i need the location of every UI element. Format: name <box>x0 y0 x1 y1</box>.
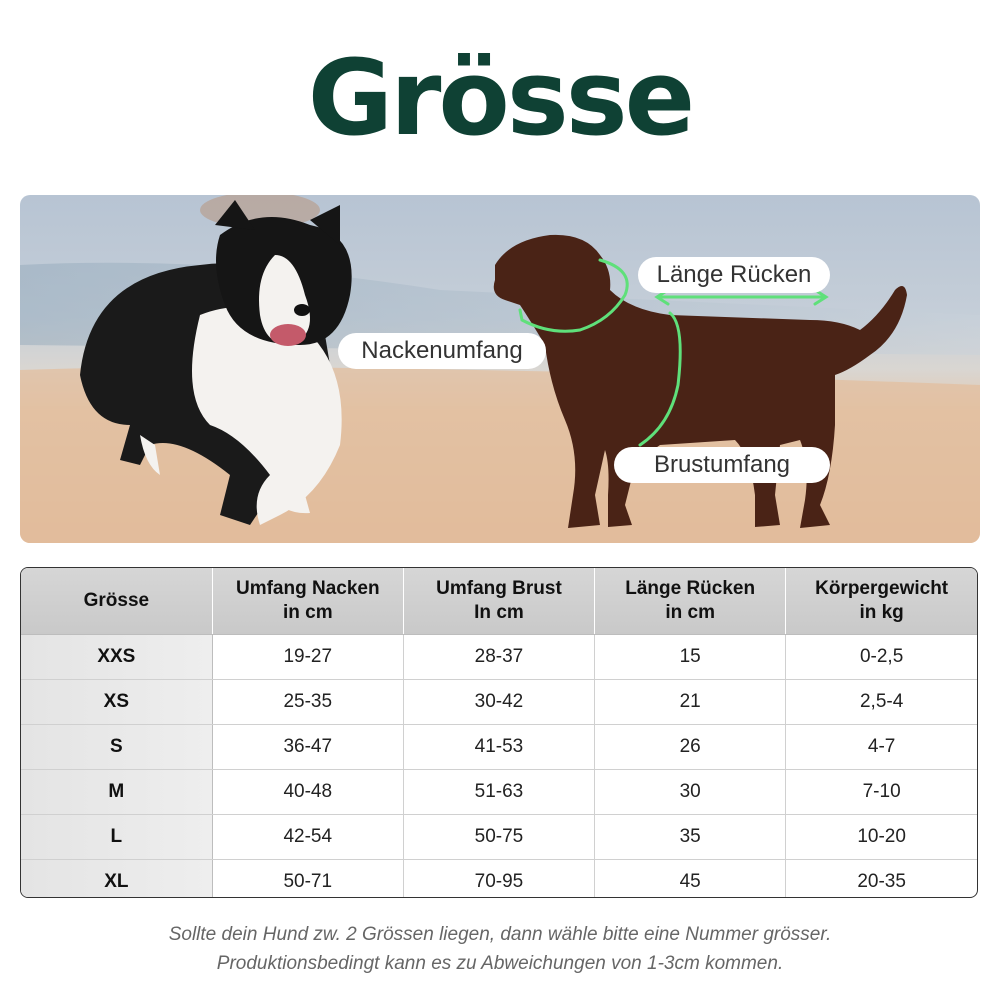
header-neck-line1: Umfang Nacken <box>235 578 380 599</box>
weight-cell: 2,5-4 <box>786 680 977 725</box>
neck-cell: 42-54 <box>212 815 403 860</box>
size-cell: M <box>21 770 212 815</box>
size-cell: S <box>21 725 212 770</box>
header-back-line2: in cm <box>665 602 715 623</box>
hero-banner <box>20 195 980 543</box>
table-header-row <box>21 568 977 635</box>
label-neck: Nackenumfang <box>338 333 546 369</box>
label-back-length: Länge Rücken <box>638 257 830 293</box>
back-cell: 35 <box>595 815 786 860</box>
weight-cell: 7-10 <box>786 770 977 815</box>
label-chest: Brustumfang <box>614 447 830 483</box>
header-neck <box>212 568 403 635</box>
size-table-container <box>20 567 978 898</box>
neck-cell: 36-47 <box>212 725 403 770</box>
header-weight-line1: Körpergewicht <box>815 578 949 599</box>
header-back <box>595 568 786 635</box>
chest-cell: 28-37 <box>403 635 594 680</box>
back-cell: 26 <box>595 725 786 770</box>
size-cell: XL <box>21 860 212 899</box>
header-size <box>21 568 212 635</box>
header-chest <box>403 568 594 635</box>
size-table <box>21 568 977 898</box>
table-row <box>21 860 977 899</box>
header-size-line1: Grösse <box>83 590 150 611</box>
back-cell: 45 <box>595 860 786 899</box>
neck-cell: 25-35 <box>212 680 403 725</box>
neck-cell: 50-71 <box>212 860 403 899</box>
chest-cell: 51-63 <box>403 770 594 815</box>
header-chest-line1: Umfang Brust <box>436 578 562 599</box>
weight-cell: 4-7 <box>786 725 977 770</box>
weight-cell: 10-20 <box>786 815 977 860</box>
weight-cell: 20-35 <box>857 871 906 892</box>
size-cell: L <box>21 815 212 860</box>
chest-cell: 41-53 <box>403 725 594 770</box>
note-production-tolerance: Produktionsbedingt kann es zu Abweichungen von 1-3cm kommen. <box>216 953 784 974</box>
table-row <box>21 770 977 815</box>
neck-cell: 19-27 <box>212 635 403 680</box>
chest-cell: 70-95 <box>403 860 594 899</box>
table-row <box>21 725 977 770</box>
size-cell: XXS <box>21 635 212 680</box>
weight-cell: 0-2,5 <box>786 635 977 680</box>
header-weight <box>786 568 977 635</box>
back-cell: 15 <box>595 635 786 680</box>
chest-cell: 30-42 <box>403 680 594 725</box>
table-row <box>21 815 977 860</box>
header-chest-line2: In cm <box>474 602 524 623</box>
chest-cell: 50-75 <box>403 815 594 860</box>
back-cell: 21 <box>595 680 786 725</box>
header-weight-line2: in kg <box>859 602 904 623</box>
size-cell: XS <box>21 680 212 725</box>
header-back-line1: Länge Rücken <box>625 578 756 599</box>
header-neck-line2: in cm <box>282 602 333 623</box>
table-row <box>21 680 977 725</box>
back-cell: 30 <box>595 770 786 815</box>
page-title: Grösse <box>307 37 693 159</box>
table-row <box>21 635 977 680</box>
hero-illustration <box>20 195 980 543</box>
neck-cell: 40-48 <box>212 770 403 815</box>
note-size-advice: Sollte dein Hund zw. 2 Grössen liegen, dann wähle bitte eine Nummer grösser. <box>168 924 832 945</box>
